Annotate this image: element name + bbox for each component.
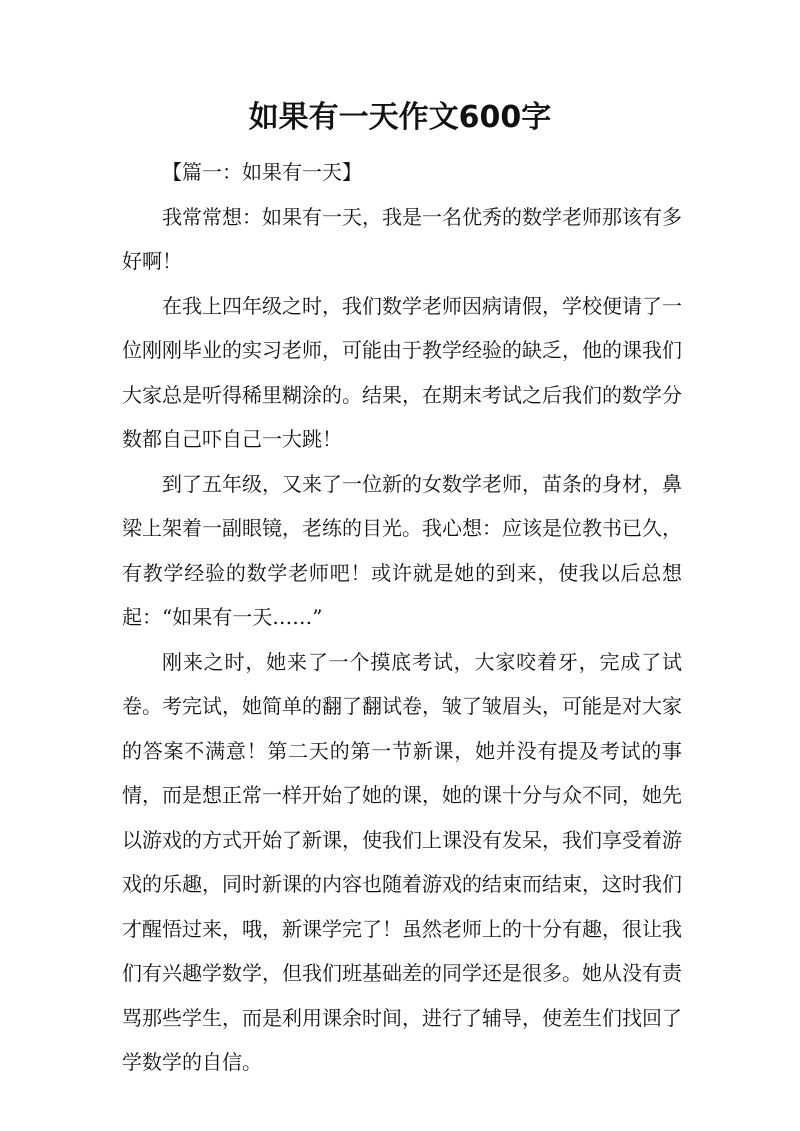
- paragraph-3: 到了五年级，又来了一位新的女数学老师，苗条的身材，鼻梁上架着一副眼镜，老练的目光。我心想：应该是位教书已久，有教学经验的数学老师吧！或许就是她的到来，使我以后总想起：“如果有一天……”: [122, 471, 682, 629]
- document-title: 如果有一天作文600字: [248, 100, 552, 135]
- paragraph-2: 在我上四年级之时，我们数学老师因病请假，学校便请了一位刚刚毕业的实习老师，可能由于教学经验的缺乏，他的课我们大家总是听得稀里糊涂的。结果，在期末考试之后我们的数学分数都自己吓自己一大跳！: [122, 293, 682, 451]
- section-heading: 【篇一：如果有一天】: [162, 160, 362, 184]
- document-body: [122, 150, 682, 1085]
- paragraph-1: 我常常想：如果有一天，我是一名优秀的数学老师那该有多好啊！: [122, 204, 682, 273]
- paragraph-4: 刚来之时，她来了一个摸底考试，大家咬着牙，完成了试卷。考完试，她简单的翻了翻试卷，皱了皱眉头，可能是对大家的答案不满意！第二天的第一节新课，她并没有提及考试的事情，而是想正常一样开始了她的课，她的课十分与众不同，她先以游戏的方式开始了新课，使我们上课没有发呆，我们享受着游戏的乐趣，同时新课的内容也随着游戏的结束而结束，这时我们才醒悟过来，哦，新课学完了！虽然老师上的十分有趣，很让我们有兴趣学数学，但我们班基础差的同学还是很多。她从没有责骂那些学生，而是利用课余时间，进行了辅导，使差生们找回了学数学的自信。: [122, 649, 682, 1074]
